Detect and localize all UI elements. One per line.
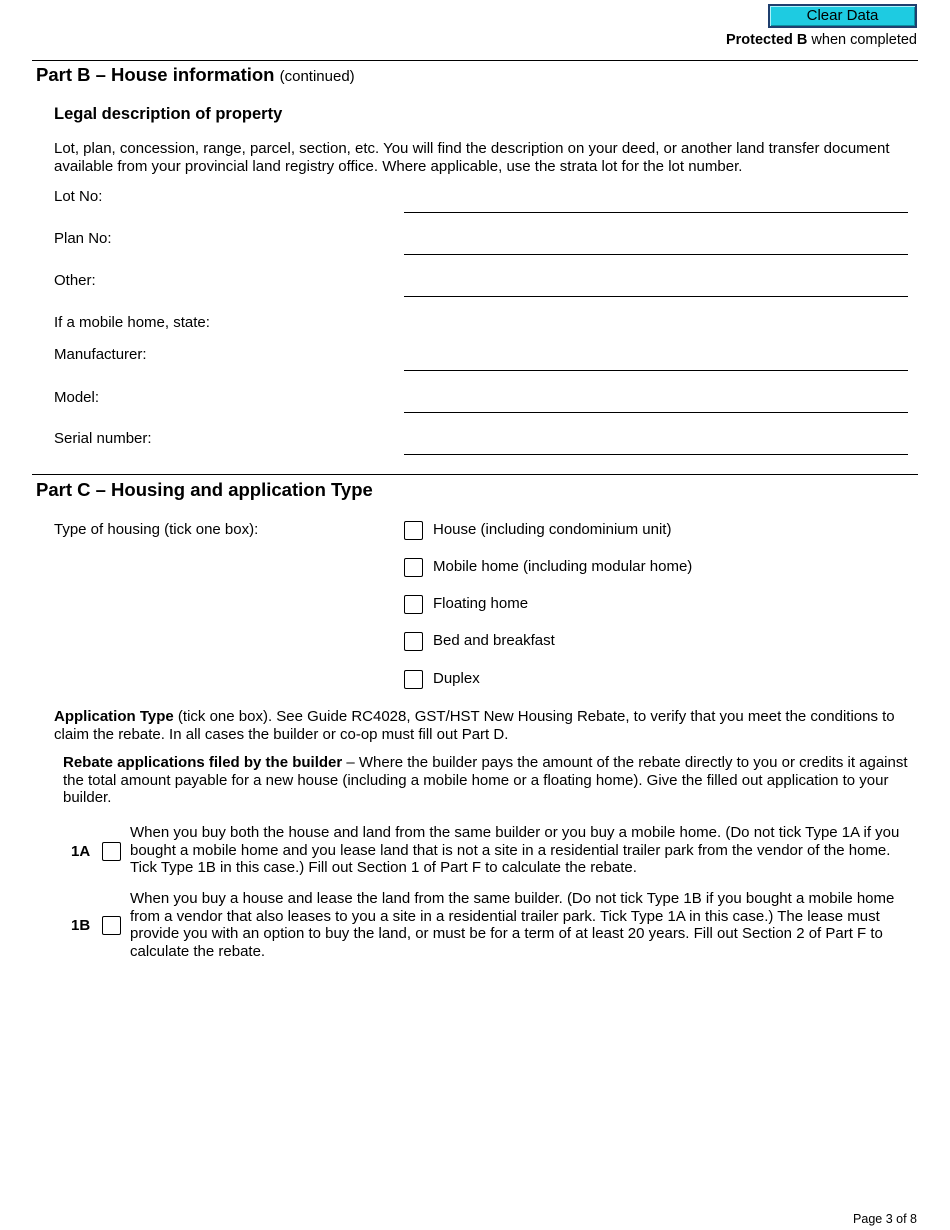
application-type-heading: Application Type	[54, 708, 174, 725]
protected-b-label: Protected B	[725, 32, 808, 48]
mobile-home-label: If a mobile home, state:	[54, 314, 210, 331]
continued-label: (continued)	[279, 68, 355, 85]
other-label: Other:	[54, 272, 96, 289]
duplex-option-label: Duplex	[433, 670, 480, 687]
other-underline	[404, 296, 908, 297]
bed-and-breakfast-checkbox[interactable]	[404, 632, 423, 651]
other-field[interactable]	[404, 274, 908, 296]
legal-description-heading: Legal description of property	[54, 105, 283, 123]
builder-rebate-heading: Rebate applications filed by the builder	[63, 754, 343, 771]
part-b-title	[36, 64, 355, 86]
part-c-title: Part C – Housing and application Type	[36, 479, 373, 500]
divider	[32, 474, 918, 475]
manufacturer-field[interactable]	[404, 348, 908, 370]
serial-number-underline	[404, 454, 908, 455]
type-1b-checkbox[interactable]	[102, 916, 121, 935]
serial-number-label: Serial number:	[54, 430, 152, 447]
house-checkbox[interactable]	[404, 521, 423, 540]
lot-no-field[interactable]	[404, 190, 908, 212]
duplex-checkbox[interactable]	[404, 670, 423, 689]
protected-b-notice	[726, 32, 917, 48]
type-1a-checkbox[interactable]	[102, 842, 121, 861]
lot-no-label: Lot No:	[54, 188, 103, 205]
manufacturer-underline	[404, 370, 908, 371]
builder-rebate-paragraph	[63, 754, 914, 807]
manufacturer-label: Manufacturer:	[54, 346, 147, 363]
plan-no-field[interactable]	[404, 232, 908, 254]
serial-number-field[interactable]	[404, 432, 908, 454]
plan-no-underline	[404, 254, 908, 255]
mobile-home-option-label: Mobile home (including modular home)	[433, 558, 693, 575]
type-1a-description: When you buy both the house and land from the same builder or you buy a mobile home. (Do not tick Type 1A if you bought a mobile home and you lease land that is not a site in a residential trailer park from the vendor of the home. Tick Type 1B in this case.) Fill out Section 1 of Part F to calculate the rebate.	[130, 824, 900, 876]
type-1a-label: 1A	[71, 843, 91, 860]
type-1b-label: 1B	[71, 917, 91, 934]
plan-no-label: Plan No:	[54, 230, 112, 247]
model-label: Model:	[54, 389, 100, 406]
application-type-text: (tick one box). See Guide RC4028, GST/HST New Housing Rebate, to verify that you meet the conditions to claim the rebate. In all cases the builder or co-op must fill out Part D.	[54, 708, 895, 743]
floating-home-option-label: Floating home	[433, 595, 529, 612]
page-number: Page 3 of 8	[853, 1212, 917, 1226]
builder-rebate-text: – Where the builder pays the amount of the rebate directly to you or credits it against the total amount payable for a new house (including a mobile home or a floating home). Give the filled out application to your builder.	[63, 754, 908, 806]
lot-no-underline	[404, 212, 908, 213]
bed-and-breakfast-option-label: Bed and breakfast	[433, 632, 555, 649]
legal-description-paragraph: Lot, plan, concession, range, parcel, section, etc. You will find the description on your deed, or another land transfer document available from your provincial land registry office. Where applicable, use the strata lot for the lot number.	[54, 140, 890, 175]
part-b-title-text: Part B – House information	[36, 64, 275, 85]
housing-type-label: Type of housing (tick one box):	[54, 521, 259, 538]
protected-b-suffix: when completed	[807, 32, 917, 48]
model-field[interactable]	[404, 391, 908, 413]
divider	[32, 60, 918, 61]
house-option-label: House (including condominium unit)	[433, 521, 672, 538]
model-underline	[404, 412, 908, 413]
mobile-home-checkbox[interactable]	[404, 558, 423, 577]
application-type-paragraph	[54, 708, 914, 743]
floating-home-checkbox[interactable]	[404, 595, 423, 614]
type-1b-description: When you buy a house and lease the land from the same builder. (Do not tick Type 1B if you bought a mobile home from a vendor that also leases to you a site in a residential trailer park. Tick Type 1A in this case.) The lease must provide you with an option to buy the land, or must be for a term of at least 20 years. Fill out Section 2 of Part F to calculate the rebate.	[130, 890, 895, 960]
clear-data-button[interactable]: Clear Data	[768, 4, 917, 28]
